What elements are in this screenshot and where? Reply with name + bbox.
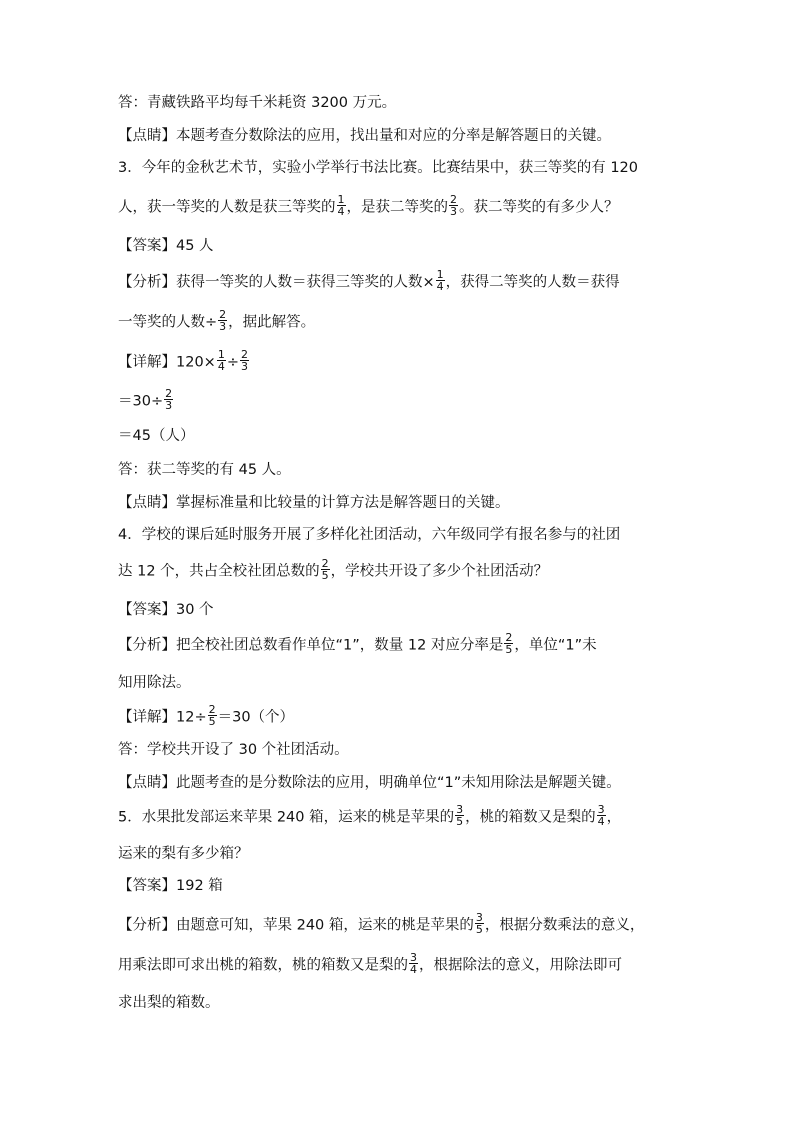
text-run: 【详解】12÷ xyxy=(118,709,207,726)
text-line xyxy=(118,600,214,620)
text-line xyxy=(118,773,621,793)
text-run: ，学校共开设了多少个社团活动？ xyxy=(330,563,549,580)
text-run: 达 12 个，共占全校社团总数的 xyxy=(118,563,320,580)
text-line xyxy=(118,631,597,657)
text-line xyxy=(118,557,549,583)
text-run: 【点睛】掌握标准量和比较量的计算方法是解答题日的关键。 xyxy=(118,495,510,511)
fraction-numerator: 2 xyxy=(240,348,248,361)
fraction-numerator: 3 xyxy=(456,803,464,816)
fraction-numerator: 3 xyxy=(475,911,483,924)
fraction-numerator: 2 xyxy=(505,631,513,644)
fraction-numerator: 2 xyxy=(219,308,227,321)
text-run: 用乘法即可求出桃的箱数，桃的箱数又是梨的 xyxy=(118,957,408,974)
text-run: ＝30（个） xyxy=(217,709,295,726)
fraction xyxy=(240,349,249,372)
fraction-denominator: 3 xyxy=(450,205,457,218)
text-line xyxy=(118,493,510,513)
fraction-denominator: 3 xyxy=(165,399,173,412)
fraction-numerator: 1 xyxy=(436,268,444,281)
fraction-denominator: 4 xyxy=(436,280,444,293)
fraction-denominator: 5 xyxy=(475,923,483,936)
fraction-numerator: 1 xyxy=(337,193,345,206)
text-line xyxy=(118,803,622,829)
text-run: 【答案】30 个 xyxy=(118,602,214,618)
text-line xyxy=(118,426,194,446)
text-run: 【分析】获得一等奖的人数＝获得三等奖的人数× xyxy=(118,274,435,291)
text-run: 【分析】把全校社团总数看作单位“1”，数量 12 对应分率是 xyxy=(118,637,504,654)
text-line xyxy=(118,193,619,219)
text-run: 人，获一等奖的人数是获三等奖的 xyxy=(118,199,336,216)
text-run: ，单位“1”未 xyxy=(514,637,597,654)
fraction-numerator: 1 xyxy=(217,348,225,361)
text-run: ，是获二等奖的 xyxy=(346,199,448,216)
fraction-numerator: 2 xyxy=(321,557,329,570)
fraction xyxy=(321,558,330,581)
text-run: 【分析】由题意可知，苹果 240 箱，运来的桃是苹果的 xyxy=(118,917,474,934)
text-line xyxy=(118,703,295,729)
text-line xyxy=(118,460,291,480)
fraction xyxy=(455,804,464,827)
text-run: 4．学校的课后延时服务开展了多样化社团活动，六年级同学有报名参与的社团 xyxy=(118,527,621,543)
fraction-numerator: 2 xyxy=(208,703,216,716)
text-run: 【点睛】本题考查分数除法的应用，找出量和对应的分率是解答题日的关键。 xyxy=(118,128,611,144)
text-run: 答：学校共开设了 30 个社团活动。 xyxy=(118,742,349,758)
text-run: 一等奖的人数÷ xyxy=(118,314,218,331)
text-line xyxy=(118,740,349,760)
text-run: 运来的梨有多少箱？ xyxy=(118,846,249,862)
fraction-denominator: 3 xyxy=(219,320,227,333)
fraction-denominator: 5 xyxy=(321,569,329,582)
text-line xyxy=(118,236,214,256)
text-run: ＝45（人） xyxy=(118,428,195,444)
text-line xyxy=(118,844,249,864)
fraction-numerator: 3 xyxy=(597,803,605,816)
fraction xyxy=(449,194,458,217)
text-line xyxy=(118,387,174,413)
fraction-denominator: 5 xyxy=(505,643,513,656)
text-run: 知用除法。 xyxy=(118,675,191,691)
fraction-denominator: 5 xyxy=(208,715,216,728)
text-run: ，根据除法的意义，用除法即可 xyxy=(419,957,622,974)
text-run: ， xyxy=(606,809,622,826)
text-run: 【详解】120× xyxy=(118,354,216,371)
fraction xyxy=(409,952,418,975)
text-run: 3．今年的金秋艺术节，实验小学举行书法比赛。比赛结果中，获三等奖的有 120 xyxy=(118,160,639,176)
text-run: ＝30÷ xyxy=(118,393,164,410)
fraction xyxy=(164,388,173,411)
text-run: 5．水果批发部运来苹果 240 箱，运来的桃是苹果的 xyxy=(118,809,455,826)
fraction-denominator: 3 xyxy=(240,360,248,373)
text-line xyxy=(118,673,191,693)
fraction xyxy=(217,349,226,372)
text-run: 求出梨的箱数。 xyxy=(118,995,220,1011)
text-line xyxy=(118,911,645,937)
text-run: 。获二等奖的有多少人？ xyxy=(459,199,619,216)
fraction xyxy=(218,309,227,332)
text-line xyxy=(118,993,220,1013)
fraction xyxy=(475,912,484,935)
fraction-numerator: 2 xyxy=(165,387,173,400)
text-line xyxy=(118,525,620,545)
fraction-denominator: 4 xyxy=(597,815,605,828)
fraction-denominator: 4 xyxy=(337,205,345,218)
text-line xyxy=(118,126,611,146)
text-run: ，根据分数乘法的意义， xyxy=(484,917,645,934)
text-line xyxy=(118,268,620,294)
text-run: 【答案】192 箱 xyxy=(118,878,223,894)
text-run: 答：获二等奖的有 45 人。 xyxy=(118,462,291,478)
text-line xyxy=(118,348,250,374)
text-line xyxy=(118,951,622,977)
fraction-denominator: 4 xyxy=(410,963,417,976)
fraction xyxy=(436,269,445,292)
text-run: 【答案】45 人 xyxy=(118,238,214,254)
text-run: 答：青藏铁路平均每千米耗资 3200 万元。 xyxy=(118,95,397,111)
fraction-numerator: 3 xyxy=(410,951,417,964)
fraction-numerator: 2 xyxy=(450,193,457,206)
text-run: ÷ xyxy=(226,354,239,371)
fraction xyxy=(504,632,513,655)
text-run: ，桃的箱数又是梨的 xyxy=(465,809,596,826)
fraction-denominator: 5 xyxy=(456,815,464,828)
fraction-denominator: 4 xyxy=(217,360,225,373)
fraction xyxy=(597,804,606,827)
text-line xyxy=(118,93,396,113)
text-run: ，据此解答。 xyxy=(228,314,316,331)
text-run: 【点睛】此题考查的是分数除法的应用，明确单位“1”未知用除法是解题关键。 xyxy=(118,775,621,791)
text-line xyxy=(118,158,638,178)
fraction xyxy=(208,704,217,727)
text-run: ，获得二等奖的人数＝获得 xyxy=(445,274,620,291)
fraction xyxy=(337,194,346,217)
text-line xyxy=(118,308,316,334)
text-line xyxy=(118,876,223,896)
